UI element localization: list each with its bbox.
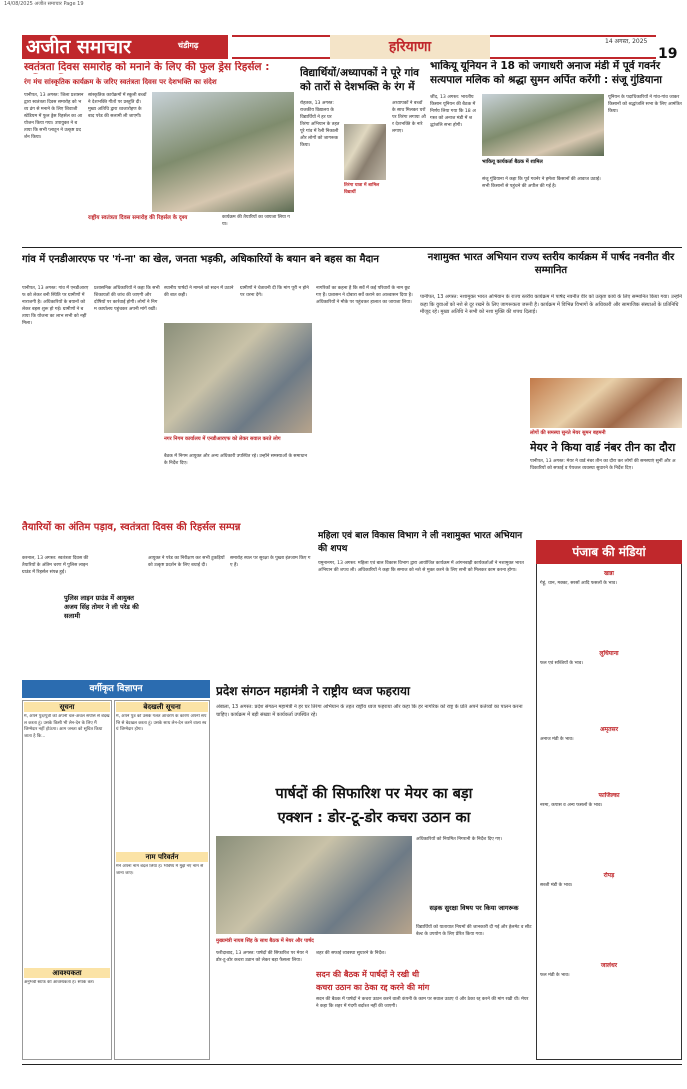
story6-caption: लोगों की समस्या सुनते मेयर सुमन बहमनी (530, 430, 606, 436)
classified-required-text: अनुभवी स्टाफ की आवश्यकता है। संपर्क करें। (24, 980, 95, 985)
mandi-ropar-rates: सब्जी मंडी के भाव। (540, 883, 573, 888)
masthead-city: चंडीगढ़ (178, 41, 199, 50)
story10-photo (216, 836, 412, 934)
print-strip: 14/08/2025 अजीत समाचार Page 19 (4, 1, 84, 7)
classified-col2-text-b: मैंने अपना नाम बदल लिया है। भविष्य में मुझे नए नाम से जाना जाए। (116, 864, 204, 876)
edition-date: 14 अगस्त, 2025 (605, 38, 648, 45)
story4-body-a: पानीपत, 13 अगस्त: गांव में एनडीआरएफ को लेकर बनी स्थिति पर ग्रामीणों में नाराजगी है। अधिकारियों के बयानों को लेकर बहस शुरू हो गई। ग्रामीणों ने बताया कि योजना का लाभ सभी को नहीं मिला। (22, 286, 89, 326)
story11-body-b: विद्यार्थियों को यातायात नियमों की जानकारी दी गई और हेलमेट व सीट बेल्ट के उपयोग के लिए प्रेरित किया गया। (416, 925, 532, 937)
mandi-fazilka-rates: नरमा, कपास व अन्य फसलों के भाव। (540, 803, 603, 808)
story1-body-c: कार्यक्रम की तैयारियों का जायजा लिया गया। (222, 215, 290, 227)
story10-body-a: फरीदाबाद, 13 अगस्त: पार्षदों की सिफारिश पर मेयर ने डोर-टू-डोर कचरा उठान को लेकर बड़ा फैसला लिया। (216, 951, 308, 963)
story8-body: यमुनानगर, 13 अगस्त: महिला एवं बाल विकास विभाग द्वारा आयोजित कार्यक्रम में आंगनबाड़ी कार्यकर्ताओं ने नशामुक्त भारत अभियान की शपथ ली। अधिकारियों ने कहा कि समाज को नशे से मुक्त करने के लिए सभी को मिलकर काम करना होगा। (318, 561, 524, 573)
mandi-jalandhar-rates: फल मंडी के भाव। (540, 973, 570, 978)
story3-body-b: संजू गुंडियाना ने कहा कि पूर्व गवर्नर ने हमेशा किसानों की आवाज उठाई। सभी किसानों से पहुंचने की अपील की गई है। (482, 177, 601, 189)
story1-subhead: रंग मंच सांस्कृतिक कार्यक्रम के जरिए स्वतंत्रता दिवस पर देशभक्ति का संदेश (24, 78, 217, 86)
mandi-khanna-rates: गेहूं, धान, मक्का, सरसों आदि फसलों के भाव। (540, 581, 617, 586)
story2-headline: विद्यार्थियों/अध्यापकों ने पूरे गांव को तारों से देशभक्ति के रंग में (300, 67, 420, 93)
story10-body-b: शहर की सफाई व्यवस्था सुधारने के निर्देश। (316, 951, 386, 956)
story3-body-c: यूनियन के पदाधिकारियों ने गांव-गांव जाकर किसानों को श्रद्धांजलि सभा के लिए आमंत्रित किया। (608, 95, 682, 114)
mandi-amritsar-rates: अनाज मंडी के भाव। (540, 737, 574, 742)
masthead-logo: अजीत समाचार (26, 36, 131, 58)
story2-body-b: अध्यापकों ने बच्चों के साथ मिलकर घरों पर तिरंगा लगाया और देशभक्ति के नारे लगाए। (392, 101, 426, 134)
required-label: आवश्यकता (24, 968, 110, 978)
mandi-amritsar: अमृतसर (599, 726, 619, 733)
story10-headline: पार्षदों की सिफारिश पर मेयर का बड़ा (275, 786, 473, 802)
story3-headline: भाकियू यूनियन ने 18 को जगाधरी अनाज मंडी में पूर्व गवर्नर (430, 60, 661, 72)
story4-body-b: प्रशासनिक अधिकारियों ने कहा कि सभी शिकायतों की जांच की जाएगी और दोषियों पर कार्रवाई होगी। लोगों ने निगम कार्यालय पहुंचकर अपनी मांगें रखीं। (94, 286, 160, 312)
mandi-jalandhar: जालंधर (600, 962, 618, 969)
story10-body-c: सदन की बैठक में पार्षदों ने कचरा उठान करने वाली कंपनी के काम पर सवाल उठाए थे और ठेका रद्द करने की मांग रखी थी। मेयर ने कहा कि शहर में गंदगी बर्दाश्त नहीं की जाएगी। (316, 997, 529, 1009)
classified-col1-text: मैं, अपने पुत्र/पुत्री को अपनी चल-अचल संपत्ति से बेदखल करता हूं। उसके किसी भी लेन-देन के लिए मैं जिम्मेदार नहीं होऊंगा। आम जनता को सूचित किया जाता है कि... (24, 714, 110, 739)
story4-photo (164, 323, 312, 433)
story6-headline: मेयर ने किया वार्ड नंबर तीन का दौरा (530, 441, 676, 454)
mandi-ludhiana: लुधियाना (599, 650, 619, 657)
story9-headline: प्रदेश संगठन महामंत्री ने राष्ट्रीय ध्वज फहराया (216, 684, 411, 698)
story5-body: पानीपत, 13 अगस्त: नशामुक्त भारत अभियान के राज्य स्तरीय कार्यक्रम में पार्षद नवनीत वीर को उत्कृष्ट कार्य के लिए सम्मानित किया गया। उन्होंने कहा कि युवाओं को नशे से दूर रखने के लिए जागरूकता जरूरी है। कार्यक्रम में विभिन्न विभागों के अधिकारी और सामाजिक संस्थाओं के प्रतिनिधि मौजूद रहे। मुख्य अतिथि ने सभी को नशा मुक्ति की शपथ दिलाई। (420, 294, 682, 315)
mandi-title: पंजाब की मंडियां (572, 545, 646, 559)
story2-body-a: रोहतक, 13 अगस्त: राजकीय विद्यालय के विद्यार्थियों ने हर घर तिरंगा अभियान के तहत पूरे गांव में रैली निकाली और लोगों को जागरूक किया। (300, 101, 340, 148)
page-number: 19 (658, 45, 682, 63)
story1-caption: राष्ट्रीय स्वतंत्रता दिवस समारोह की रिहर्सल के दृश्य (88, 215, 188, 221)
classifieds-title: वर्गीकृत विज्ञापन (89, 684, 143, 694)
story3-body-a: जींद, 13 अगस्त: भारतीय किसान यूनियन की बैठक में निर्णय लिया गया कि 18 अगस्त को अनाज मंडी में श्रद्धांजलि सभा होगी। (430, 95, 476, 128)
story3-caption: भाकियू कार्यकर्ता बैठक में शामिल (482, 159, 543, 165)
story10-caption: मुख्यमंत्री नायब सिंह के साथ बैठक में मेयर और पार्षद (216, 938, 314, 944)
story5-headline: नशामुक्त भारत अभियान राज्य स्तरीय कार्यक्रम में पार्षद नवनीत वीर सम्मानित (427, 252, 675, 276)
story4-body-d: ग्रामीणों ने चेतावनी दी कि मांग पूरी न होने पर धरना देंगे। (240, 286, 309, 298)
story7-inset: पुलिस लाइन ग्राउंड में आयुक्त अजय सिंह तोमर ने ली परेड की सलामी (62, 592, 142, 632)
story11-headline: सड़क सुरक्षा विषय पर किया जागरूक (429, 904, 519, 912)
story1-body-a: पानीपत, 13 अगस्त: जिला प्रशासन द्वारा स्वतंत्रता दिवस समारोह को भव्य ढंग से मनाने के लिए शिवाजी स्टेडियम में फुल ड्रेस रिहर्सल का आयोजन किया गया। उपायुक्त ने बताया कि सभी प्लाटून ने उत्कृष्ट प्रदर्शन किया। (24, 93, 84, 140)
story4-caption: नगर निगम कार्यालय में एनडीआरएफ को लेकर सवाल करते लोग (164, 436, 281, 442)
mandi-ludhiana-rates: फल एवं सब्जियों के भाव। (540, 661, 584, 666)
story7-headline: तैयारियों का अंतिम पड़ाव, स्वतंत्रता दिवस की रिहर्सल सम्पन्न (22, 522, 241, 533)
story9-body: अंबाला, 13 अगस्त: प्रदेश संगठन महामंत्री ने हर घर तिरंगा अभियान के तहत राष्ट्रीय ध्वज फहराया और कहा कि हर नागरिक को राष्ट्र के प्रति अपने कर्तव्यों का पालन करना चाहिए। कार्यक्रम में बड़ी संख्या में कार्यकर्ता उपस्थित रहे। (216, 704, 523, 718)
story6-body: पानीपत, 13 अगस्त: मेयर ने वार्ड नंबर तीन का दौरा कर लोगों की समस्याएं सुनीं और अधिकारियों को सफाई व पेयजल व्यवस्था सुधारने के निर्देश दिए। (530, 459, 676, 471)
story2-caption: तिरंगा यात्रा में शामिल विद्यार्थी (344, 183, 380, 195)
name-change-label: नाम परिवर्तन (116, 852, 208, 862)
section-title: हरियाणा (388, 39, 432, 55)
story7-body-b: आयुक्त ने परेड का निरीक्षण कर सभी टुकड़ियों को उत्कृष्ट प्रदर्शन के लिए बधाई दी। (148, 556, 225, 568)
story1-body-b: सांस्कृतिक कार्यक्रमों में स्कूली बच्चों ने देशभक्ति गीतों पर प्रस्तुति दी। मुख्य अतिथि द्वारा ध्वजारोहण के बाद परेड की सलामी ली जाएगी। (88, 93, 147, 119)
disown-label: बेदखली सूचना (116, 702, 208, 712)
story11-body-a: अधिकारियों को नियमित निगरानी के निर्देश दिए गए। (416, 837, 503, 842)
story6-photo (530, 378, 682, 428)
story3-photo (482, 94, 604, 156)
story8-headline: महिला एवं बाल विकास विभाग ने ली नशामुक्त भारत अभियान की शपथ (318, 531, 523, 554)
mandi-fazilka: फाजिल्का (598, 792, 620, 799)
mandi-ropar: रोपड़ (603, 872, 615, 879)
notice-label: सूचना (24, 702, 110, 712)
bottom-rule (22, 1064, 682, 1065)
story4-headline: गांव में एनडीआरएफ पर 'गं-ना' का खेल, जनता भड़की, अधिकारियों के बयान बने बहस का मैदान (22, 254, 379, 265)
story10-headline2: एक्शन : डोर-टू-डोर कचरा उठान का (277, 810, 471, 826)
story1-photo (152, 92, 294, 212)
story4-body-c: स्थानीय पार्षदों ने मामले को सदन में उठाने की बात कही। (164, 286, 234, 298)
divider (22, 247, 682, 248)
story10-subhead: सदन की बैठक में पार्षदों ने रखी थी कचरा उठान का ठेका रद्द करने की मांग (316, 970, 430, 992)
story7-body-a: करनाल, 13 अगस्त: स्वतंत्रता दिवस की तैयारियों के अंतिम चरण में पुलिस लाइन ग्राउंड में रिहर्सल संपन्न हुई। (22, 556, 89, 575)
story7-body-c: समारोह स्थल पर सुरक्षा के पुख्ता इंतजाम किए गए हैं। (230, 556, 311, 568)
story4-body-e: नागरिकों का कहना है कि सर्वे में कई परिवारों के नाम छूट गए हैं। प्रशासन ने दोबारा सर्वे कराने का आश्वासन दिया है। अधिकारियों ने मौके पर पहुंचकर हालात का जायजा लिया। (316, 286, 413, 305)
story1-headline: स्वतंत्रता दिवस समारोह को मनाने के लिए की फुल ड्रेस रिहर्सल : (24, 61, 270, 73)
mandi-khanna: खन्ना (604, 570, 614, 577)
story3-headline2: सत्यपाल मलिक को श्रद्धा सुमन अर्पित करेंगी : संजू गुंडियाना (430, 74, 663, 86)
classified-col2-text: मैं, अपने पुत्र को उसके गलत आचरण के कारण अपनी संपत्ति से बेदखल करता हूं। उसके साथ लेन-देन करने वाला स्वयं जिम्मेदार होगा। (116, 714, 207, 732)
story4-body-f: बैठक में निगम आयुक्त और अन्य अधिकारी उपस्थित रहे। उन्होंने समस्याओं के समाधान के निर्देश दिए। (164, 454, 308, 466)
story2-photo (344, 124, 386, 180)
